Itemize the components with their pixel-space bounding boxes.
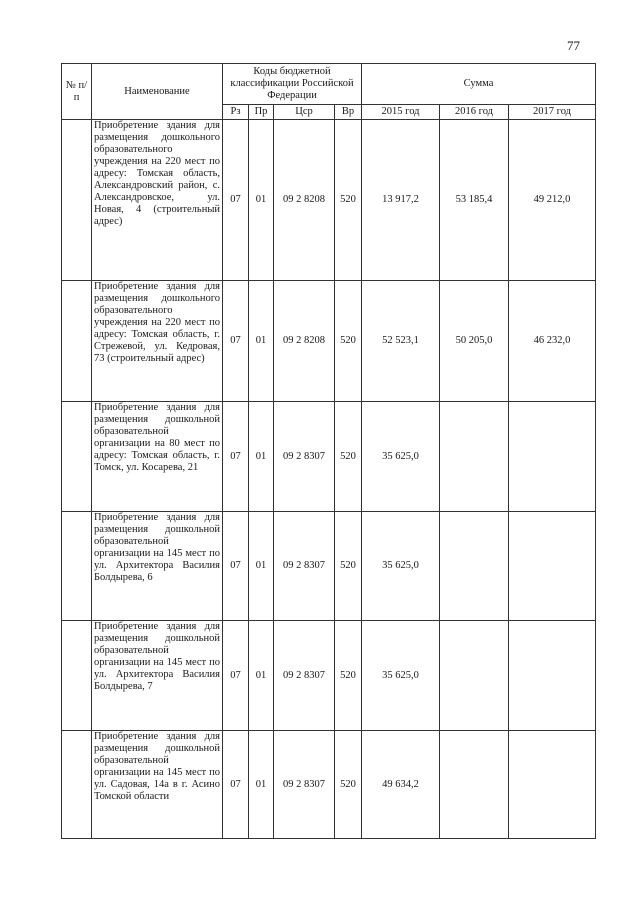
table-row (62, 512, 596, 621)
header-name: Наименование (92, 64, 223, 120)
row-rz: 07 (223, 621, 249, 731)
table-row (62, 621, 596, 731)
row-2016 (440, 512, 509, 621)
row-number (62, 731, 92, 839)
row-tsr: 09 2 8208 (274, 120, 335, 281)
row-name: Приобретение здания для размещения дошкольной образовательной организации на 80 мест по адресу: Томская область, г. Томск, ул. Косарева, 21 (92, 402, 223, 512)
row-2015: 35 625,0 (362, 512, 440, 621)
row-2016 (440, 621, 509, 731)
header-2016: 2016 год (440, 105, 509, 120)
row-pr: 01 (249, 512, 274, 621)
header-codes: Коды бюджетной классификации Российской Федерации (223, 64, 362, 105)
row-number (62, 621, 92, 731)
header-num: № п/п (62, 64, 92, 120)
table-row (62, 731, 596, 839)
row-rz: 07 (223, 281, 249, 402)
row-name: Приобретение здания для размещения дошкольного образовательного учреждения на 220 мест по адресу: Томская область, Александровский район, с. Александровское, ул. Новая, 4 (строительный адрес) (92, 120, 223, 281)
row-vr: 520 (335, 621, 362, 731)
row-vr: 520 (335, 120, 362, 281)
budget-table (61, 63, 596, 839)
header-row (62, 64, 596, 105)
header-rz: Рз (223, 105, 249, 120)
row-pr: 01 (249, 731, 274, 839)
row-tsr: 09 2 8208 (274, 281, 335, 402)
row-name: Приобретение здания для размещения дошкольной образовательной организации на 145 мест по ул. Архитектора Василия Болдырева, 6 (92, 512, 223, 621)
row-2017 (509, 621, 596, 731)
row-2017: 49 212,0 (509, 120, 596, 281)
row-pr: 01 (249, 621, 274, 731)
header-vr: Вр (335, 105, 362, 120)
row-number (62, 120, 92, 281)
row-2015: 52 523,1 (362, 281, 440, 402)
row-name: Приобретение здания для размещения дошкольной образовательной организации на 145 мест по ул. Садовая, 14а в г. Асино Томской области (92, 731, 223, 839)
page-number: 77 (567, 38, 580, 53)
row-tsr: 09 2 8307 (274, 731, 335, 839)
row-number (62, 402, 92, 512)
row-2015: 35 625,0 (362, 621, 440, 731)
row-rz: 07 (223, 120, 249, 281)
row-vr: 520 (335, 402, 362, 512)
row-rz: 07 (223, 402, 249, 512)
row-vr: 520 (335, 731, 362, 839)
header-2015: 2015 год (362, 105, 440, 120)
row-2017 (509, 512, 596, 621)
row-2015: 13 917,2 (362, 120, 440, 281)
table-row (62, 402, 596, 512)
row-vr: 520 (335, 281, 362, 402)
row-2015: 35 625,0 (362, 402, 440, 512)
row-pr: 01 (249, 281, 274, 402)
row-2017 (509, 731, 596, 839)
row-pr: 01 (249, 402, 274, 512)
row-name: Приобретение здания для размещения дошкольного образовательного учреждения на 220 мест по адресу: Томская область, г. Стрежевой, ул. Кедровая, 73 (строительный адрес) (92, 281, 223, 402)
header-tsr: Цср (274, 105, 335, 120)
row-2016: 50 205,0 (440, 281, 509, 402)
row-rz: 07 (223, 731, 249, 839)
row-number (62, 512, 92, 621)
header-sum: Сумма (362, 64, 596, 105)
row-number (62, 281, 92, 402)
table-row (62, 120, 596, 281)
row-tsr: 09 2 8307 (274, 512, 335, 621)
row-tsr: 09 2 8307 (274, 402, 335, 512)
header-pr: Пр (249, 105, 274, 120)
row-vr: 520 (335, 512, 362, 621)
row-2017 (509, 402, 596, 512)
row-rz: 07 (223, 512, 249, 621)
row-tsr: 09 2 8307 (274, 621, 335, 731)
row-2016 (440, 731, 509, 839)
row-name: Приобретение здания для размещения дошкольной образовательной организации на 145 мест по ул. Архитектора Василия Болдырева, 7 (92, 621, 223, 731)
row-pr: 01 (249, 120, 274, 281)
header-2017: 2017 год (509, 105, 596, 120)
row-2016: 53 185,4 (440, 120, 509, 281)
row-2015: 49 634,2 (362, 731, 440, 839)
row-2017: 46 232,0 (509, 281, 596, 402)
row-2016 (440, 402, 509, 512)
table-row (62, 281, 596, 402)
